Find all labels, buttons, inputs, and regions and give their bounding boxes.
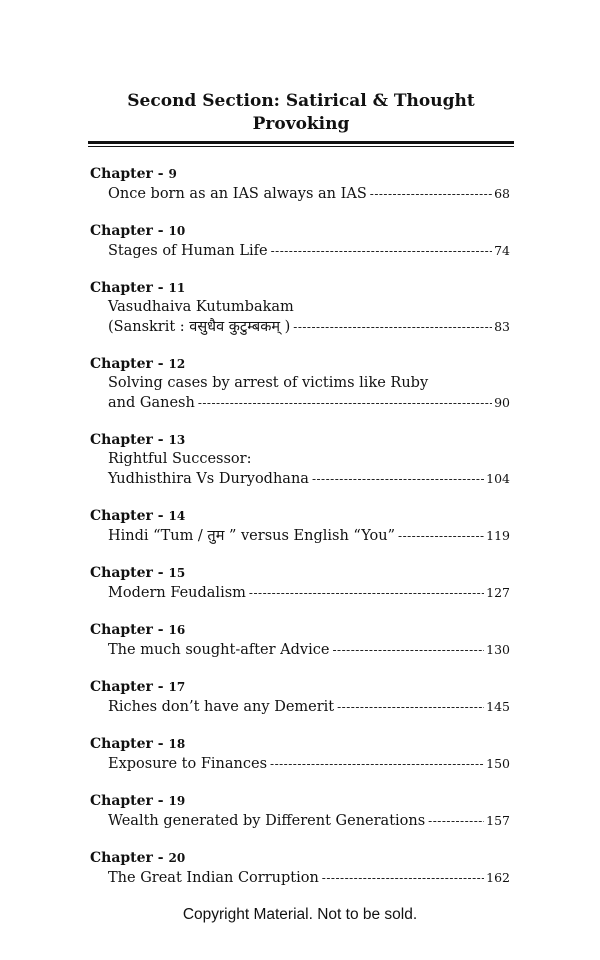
chapter-title: Exposure to Finances: [108, 756, 268, 772]
toc-line: [90, 811, 510, 831]
dot-leader: [370, 185, 492, 204]
chapter-title: Riches don’t have any Demerit: [108, 699, 335, 715]
toc-line: [90, 583, 510, 603]
chapter-label: Chapter - 16: [90, 622, 186, 638]
chapter-label: Chapter - 17: [90, 679, 186, 695]
page-number: 145: [486, 699, 510, 714]
dot-leader: [270, 755, 484, 774]
chapter-label: Chapter - 19: [90, 793, 186, 809]
chapter-title: Stages of Human Life: [108, 243, 268, 259]
toc-entry-chapter-14[interactable]: [90, 507, 510, 546]
toc-entry-chapter-15[interactable]: [90, 564, 510, 603]
toc-entry-chapter-13[interactable]: [90, 431, 510, 489]
chapter-label: Chapter - 13: [90, 432, 186, 448]
toc-entry-chapter-17[interactable]: [90, 678, 510, 717]
toc-entry-chapter-18[interactable]: [90, 735, 510, 774]
table-of-contents: [90, 165, 510, 906]
dot-leader: [249, 584, 484, 603]
chapter-label: Chapter - 12: [90, 356, 186, 372]
dot-leader: [428, 812, 484, 831]
toc-line: [90, 697, 510, 717]
chapter-label: Chapter - 14: [90, 508, 186, 524]
dot-leader: [312, 470, 484, 489]
toc-line: [90, 754, 510, 774]
page-number: 157: [486, 813, 510, 828]
title-rule-thin: [88, 146, 514, 147]
chapter-title: The Great Indian Corruption: [108, 870, 319, 886]
chapter-label: Chapter - 18: [90, 736, 186, 752]
chapter-title: The much sought-after Advice: [108, 642, 330, 658]
page-number: 162: [486, 870, 510, 885]
toc-entry-chapter-20[interactable]: [90, 849, 510, 888]
chapter-title-line1: Solving cases by arrest of victims like Ruby: [108, 375, 429, 391]
toc-entry-chapter-16[interactable]: [90, 621, 510, 660]
toc-line: [90, 317, 510, 337]
page-number: 74: [494, 243, 510, 258]
chapter-title: Modern Feudalism: [108, 585, 246, 601]
toc-line: [90, 526, 510, 546]
toc-entry-chapter-19[interactable]: [90, 792, 510, 831]
copyright-notice: Copyright Material. Not to be sold.: [182, 906, 418, 923]
dot-leader: [198, 394, 492, 413]
page-number: 90: [494, 395, 510, 410]
chapter-label: Chapter - 20: [90, 850, 186, 866]
section-title: [88, 90, 514, 136]
toc-line: [90, 184, 510, 204]
toc-line: [90, 393, 510, 413]
toc-entry-chapter-12[interactable]: [90, 355, 510, 413]
chapter-title: Hindi “Tum / तुम ” versus English “You”: [108, 528, 396, 544]
page-number: 83: [494, 319, 510, 334]
chapter-label: Chapter - 9: [90, 166, 177, 182]
dot-leader: [293, 318, 492, 337]
toc-line: [90, 868, 510, 888]
chapter-label: Chapter - 11: [90, 280, 186, 296]
dot-leader: [332, 641, 484, 660]
page-number: 104: [486, 471, 510, 486]
toc-line: [90, 241, 510, 261]
toc-entry-chapter-10[interactable]: [90, 222, 510, 261]
toc-line: [90, 640, 510, 660]
section-title-line2: Provoking: [252, 114, 350, 134]
chapter-title-line1: Rightful Successor:: [108, 451, 252, 467]
dot-leader: [322, 869, 484, 888]
dot-leader: [271, 242, 493, 261]
page-number: 150: [486, 756, 510, 771]
chapter-title-line1: Vasudhaiva Kutumbakam: [108, 299, 294, 315]
chapter-label: Chapter - 10: [90, 223, 186, 239]
dot-leader: [398, 527, 484, 546]
chapter-title: Once born as an IAS always an IAS: [108, 186, 367, 202]
page-number: 127: [486, 585, 510, 600]
chapter-title: and Ganesh: [108, 395, 195, 411]
page-number: 130: [486, 642, 510, 657]
toc-entry-chapter-9[interactable]: [90, 165, 510, 204]
chapter-title: Yudhisthira Vs Duryodhana: [108, 471, 309, 487]
chapter-title: (Sanskrit : वसुधैव कुटुम्बकम् ): [108, 319, 291, 335]
toc-line: [90, 469, 510, 489]
page-number: 68: [494, 186, 510, 201]
section-title-line1: Second Section: Satirical & Thought: [127, 91, 475, 111]
chapter-label: Chapter - 15: [90, 565, 186, 581]
dot-leader: [337, 698, 484, 717]
title-rule-thick: [88, 141, 514, 144]
page-number: 119: [486, 528, 510, 543]
toc-entry-chapter-11[interactable]: [90, 279, 510, 337]
chapter-title: Wealth generated by Different Generations: [108, 813, 426, 829]
